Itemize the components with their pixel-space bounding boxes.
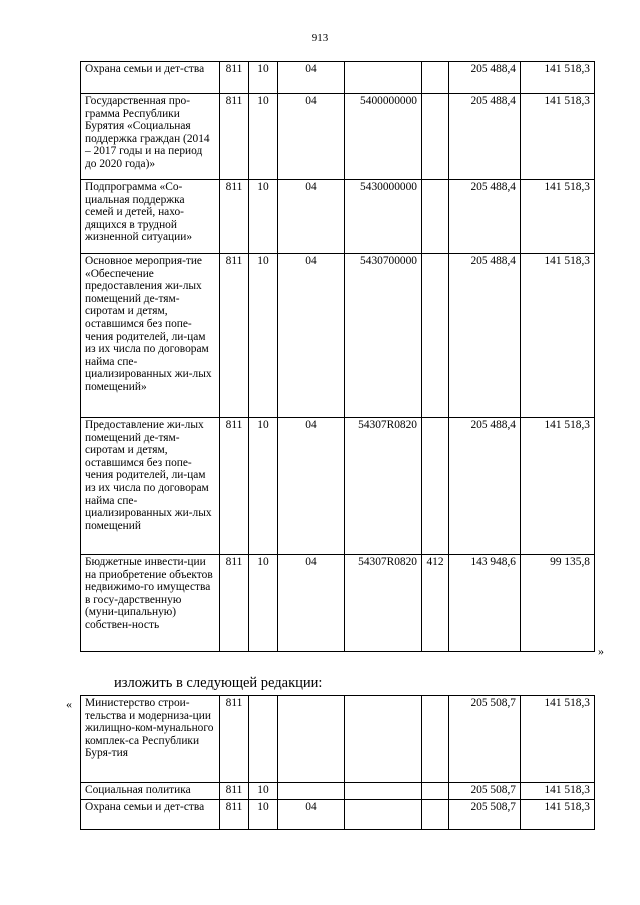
- row-name-cell: Министерство строи-тельства и модерниза-ции жилищно-ком-мунального комплек-са Республики Буря-тия: [81, 696, 220, 783]
- amount-2019-cell: 205 488,4: [449, 180, 521, 254]
- target-article-cell: 5400000000: [345, 94, 422, 180]
- target-article-cell: 54307R0820: [345, 418, 422, 555]
- table-row: [81, 254, 595, 418]
- ministry-code-cell: 811: [220, 783, 249, 800]
- target-article-cell: [345, 62, 422, 94]
- row-name-cell: Подпрограмма «Со-циальная поддержка семей и детей, нахо-дящихся в трудной жизненной ситуации»: [81, 180, 220, 254]
- subsection-code-cell: 04: [278, 418, 345, 555]
- ministry-code-cell: 811: [220, 180, 249, 254]
- ministry-code-cell: 811: [220, 94, 249, 180]
- target-article-cell: [345, 800, 422, 830]
- table-row: [81, 418, 595, 555]
- ministry-code-cell: 811: [220, 696, 249, 783]
- subsection-code-cell: 04: [278, 62, 345, 94]
- expense-type-cell: [422, 62, 449, 94]
- amount-2020-cell: 141 518,3: [521, 418, 595, 555]
- expense-type-cell: [422, 94, 449, 180]
- table-row: [81, 180, 595, 254]
- subsection-code-cell: 04: [278, 800, 345, 830]
- section-code-cell: 10: [249, 62, 278, 94]
- amount-2019-cell: 205 488,4: [449, 94, 521, 180]
- expense-type-cell: [422, 418, 449, 555]
- amount-2019-cell: 205 488,4: [449, 418, 521, 555]
- target-article-cell: 5430700000: [345, 254, 422, 418]
- amount-2020-cell: 141 518,3: [521, 783, 595, 800]
- row-name-cell: Основное мероприя-тие «Обеспечение предоставления жи-лых помещений де-тям-сиротам и детям, оставшимся без попе-чения родителей, ли-цам из их числа по договорам найма спе-циализированных жи-лых помещений»: [81, 254, 220, 418]
- amount-2020-cell: 99 135,8: [521, 555, 595, 652]
- row-name-cell: Государственная про-грамма Республики Бурятия «Социальная поддержка граждан (2014 – 2017 годы и на период до 2020 года)»: [81, 94, 220, 180]
- subsection-code-cell: 04: [278, 94, 345, 180]
- row-name-cell: Предоставление жи-лых помещений де-тям-сиротам и детям, оставшимся без попе-чения родителей, ли-цам из их числа по договорам найма спе-циализированных жи-лых помещений: [81, 418, 220, 555]
- target-article-cell: 54307R0820: [345, 555, 422, 652]
- ministry-code-cell: 811: [220, 254, 249, 418]
- table-row: [81, 555, 595, 652]
- section-code-cell: 10: [249, 418, 278, 555]
- row-name-cell: Охрана семьи и дет-ства: [81, 62, 220, 94]
- expense-type-cell: [422, 254, 449, 418]
- amount-2020-cell: 141 518,3: [521, 696, 595, 783]
- amount-2020-cell: 141 518,3: [521, 254, 595, 418]
- amendment-phrase: изложить в следующей редакции:: [114, 675, 323, 691]
- budget-table-new: [80, 695, 595, 830]
- ministry-code-cell: 811: [220, 800, 249, 830]
- section-code-cell: [249, 696, 278, 783]
- table-row: [81, 94, 595, 180]
- section-code-cell: 10: [249, 180, 278, 254]
- amount-2020-cell: 141 518,3: [521, 800, 595, 830]
- table-row: [81, 783, 595, 800]
- section-code-cell: 10: [249, 94, 278, 180]
- subsection-code-cell: [278, 783, 345, 800]
- page-number: 913: [311, 32, 329, 44]
- target-article-cell: [345, 696, 422, 783]
- row-name-cell: Охрана семьи и дет-ства: [81, 800, 220, 830]
- expense-type-cell: [422, 696, 449, 783]
- target-article-cell: 5430000000: [345, 180, 422, 254]
- subsection-code-cell: [278, 696, 345, 783]
- target-article-cell: [345, 783, 422, 800]
- table-row: [81, 800, 595, 830]
- row-name-cell: Бюджетные инвести-ции на приобретение объектов недвижимо-го имущества в госу-дарственную (муни-ципальную) собствен-ность: [81, 555, 220, 652]
- subsection-code-cell: 04: [278, 180, 345, 254]
- amount-2019-cell: 205 508,7: [449, 783, 521, 800]
- subsection-code-cell: 04: [278, 555, 345, 652]
- expense-type-cell: [422, 783, 449, 800]
- subsection-code-cell: 04: [278, 254, 345, 418]
- amount-2019-cell: 205 508,7: [449, 800, 521, 830]
- amount-2019-cell: 143 948,6: [449, 555, 521, 652]
- ministry-code-cell: 811: [220, 555, 249, 652]
- budget-table-current: [80, 61, 595, 652]
- ministry-code-cell: 811: [220, 418, 249, 555]
- expense-type-cell: 412: [422, 555, 449, 652]
- table-row: [81, 62, 595, 94]
- section-code-cell: 10: [249, 555, 278, 652]
- closing-quote-mark: »: [598, 644, 604, 658]
- expense-type-cell: [422, 180, 449, 254]
- ministry-code-cell: 811: [220, 62, 249, 94]
- amount-2019-cell: 205 488,4: [449, 62, 521, 94]
- table-row: [81, 696, 595, 783]
- section-code-cell: 10: [249, 254, 278, 418]
- amount-2019-cell: 205 488,4: [449, 254, 521, 418]
- amount-2019-cell: 205 508,7: [449, 696, 521, 783]
- amount-2020-cell: 141 518,3: [521, 62, 595, 94]
- row-name-cell: Социальная политика: [81, 783, 220, 800]
- opening-quote-mark: «: [66, 697, 72, 711]
- expense-type-cell: [422, 800, 449, 830]
- section-code-cell: 10: [249, 783, 278, 800]
- amount-2020-cell: 141 518,3: [521, 94, 595, 180]
- amount-2020-cell: 141 518,3: [521, 180, 595, 254]
- section-code-cell: 10: [249, 800, 278, 830]
